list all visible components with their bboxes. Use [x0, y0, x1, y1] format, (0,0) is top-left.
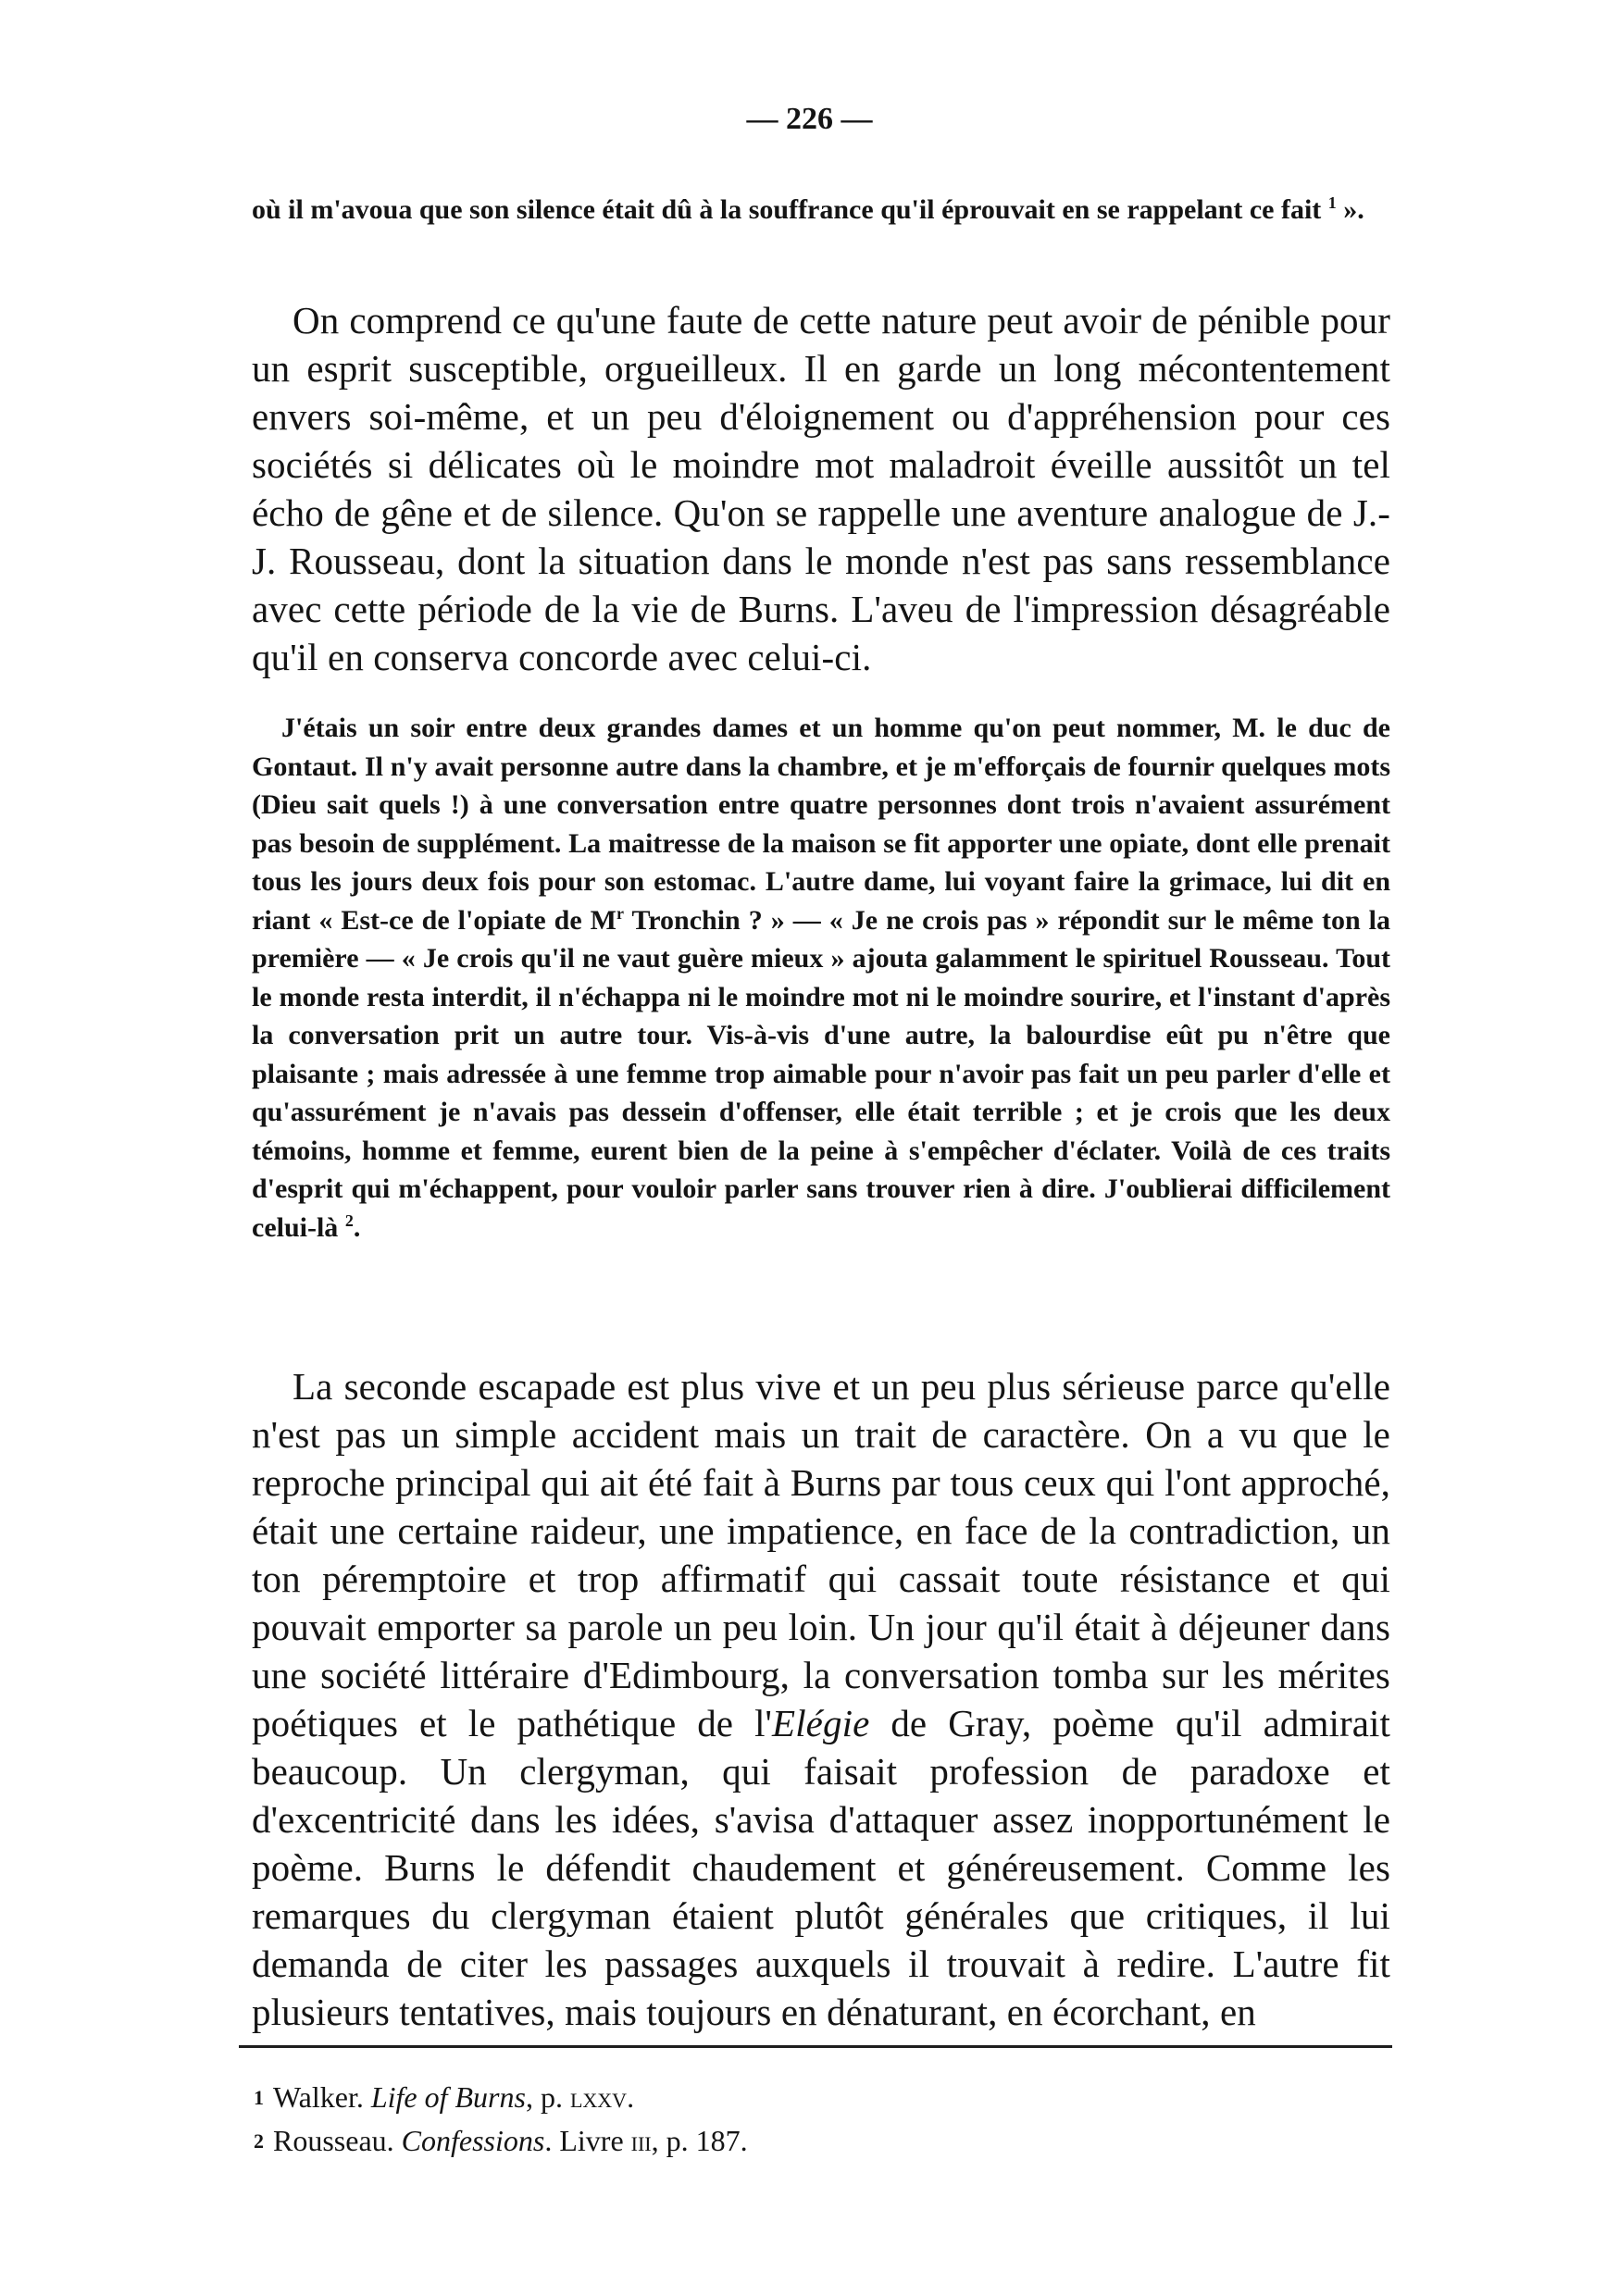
- paragraph-2: [252, 1362, 1390, 2036]
- paragraph-2-text-1: La seconde escapade est plus vive et un peu plus sérieuse parce qu'elle n'est pas un simple accident mais un trait de caractère. On a vu que le reproche principal qui ait été fait à Burns par tous ceux qui l'ont approché, était une certaine raideur, une impatience, en face de la contradiction, un ton péremptoire et trop affirmatif qui cassait toute résistance et qui pouvait emporter sa parole un peu loin. Un jour qu'il était à déjeuner dans une société littéraire d'Edimbourg, la conversation tomba sur les mérites poétiques et le pathétique de l': [252, 1365, 1390, 1744]
- footnote-2-author: Rousseau.: [273, 2124, 402, 2157]
- footnote-1-author: Walker.: [273, 2080, 371, 2114]
- footnote-2-ref: . Livre: [544, 2124, 631, 2157]
- footnote-1-title: Life of Burns: [370, 2080, 526, 2114]
- rousseau-quote-text-1: J'étais un soir entre deux grandes dames et un homme qu'on peut nommer, M. le duc de Gontaut. Il n'y avait personne autre dans la chambre, et je m'efforçais de fournir quelques mots (Dieu sait quels !) à une conversation entre quatre personnes dont trois n'avaient assurément pas besoin de supplément. La maitresse de la maison se fit apporter une opiate, dont elle prenait tous les jours deux fois pour son estomac. L'autre dame, lui voyant faire la grimace, lui dit en riant « Est-ce de l'opiate de M: [252, 713, 1390, 936]
- footnotes: [254, 2076, 1179, 2163]
- footnote-1-end: .: [627, 2080, 635, 2114]
- elegie-title: Elégie: [772, 1702, 870, 1744]
- page-number: — 226 —: [746, 102, 873, 136]
- rousseau-quote-end: .: [353, 1211, 361, 1243]
- rousseau-quote-text-2: Tronchin ? » — « Je ne crois pas » répondit sur le même ton la première — « Je crois qu'il ne vaut guère mieux » ajouta galamment le spirituel Rousseau. Tout le monde resta interdit, il n'échappa ni le moindre mot ni le moindre sourire, et l'instant d'après la conversation prit un autre tour. Vis-à-vis d'une autre, la balourdise eût pu n'être que plaisante ; mais adressée à une femme trop aimable pour n'avoir pas fait un peu parler d'elle et qu'assurément je n'avais pas dessein d'offenser, elle était terrible ; et je crois que les deux témoins, homme et femme, eurent bien de la peine à s'empêcher d'éclater. Voilà de ces traits d'esprit qui m'échappent, pour vouloir parler sans trouver rien à dire. J'oublierai difficilement celui-là: [252, 904, 1391, 1243]
- footnote-1-mark: 1: [254, 2086, 264, 2109]
- footnote-divider: [239, 2045, 1392, 2048]
- paragraph-1: [252, 296, 1390, 681]
- footnote-1: [254, 2076, 1179, 2119]
- monsieur-superscript: r: [616, 903, 624, 923]
- rousseau-quote: [252, 709, 1390, 1247]
- footnote-2: [254, 2119, 1179, 2163]
- footnote-1-roman: lxxv: [569, 2080, 628, 2114]
- footnote-2-mark: 2: [254, 2129, 264, 2153]
- footnote-2-roman: iii: [630, 2124, 652, 2157]
- paragraph-2-text-2: de Gray, poème qu'il admirait beaucoup. Un clergyman, qui faisait profession de paradoxe et d'excentricité dans les idées, s'avisa d'attaquer assez inopportunément le poème. Burns le défendit chaudement et généreusement. Comme les remarques du clergyman étaient plutôt générales que critiques, il lui demanda de citer les passages auxquels il trouvait à redire. L'autre fit plusieurs tentatives, mais toujours en dénaturant, en écorchant, en: [252, 1702, 1390, 2033]
- footnote-1-ref: , p.: [525, 2080, 570, 2114]
- footnote-2-end: , p. 187.: [651, 2124, 748, 2157]
- continued-quote-text: où il m'avoua que son silence était dû à la souffrance qu'il éprouvait en se rappelant ce fait: [252, 194, 1328, 225]
- continued-quote-tail: ».: [1336, 194, 1364, 225]
- footnote-ref-1: 1: [1327, 193, 1337, 212]
- footnote-ref-2: 2: [344, 1210, 354, 1230]
- continued-quote: [252, 191, 1390, 230]
- footnote-2-title: Confessions: [401, 2124, 545, 2157]
- paragraph-1-text: On comprend ce qu'une faute de cette nature peut avoir de pénible pour un esprit susceptible, orgueilleux. Il en garde un long mécontentement envers soi-même, et un peu d'éloignement ou d'appréhension pour ces sociétés si délicates où le moindre mot maladroit éveille aussitôt un tel écho de gêne et de silence. Qu'on se rappelle une aventure analogue de J.-J. Rousseau, dont la situation dans le monde n'est pas sans ressemblance avec cette période de la vie de Burns. L'aveu de l'impression désagréable qu'il en conserva concorde avec celui-ci.: [252, 299, 1390, 678]
